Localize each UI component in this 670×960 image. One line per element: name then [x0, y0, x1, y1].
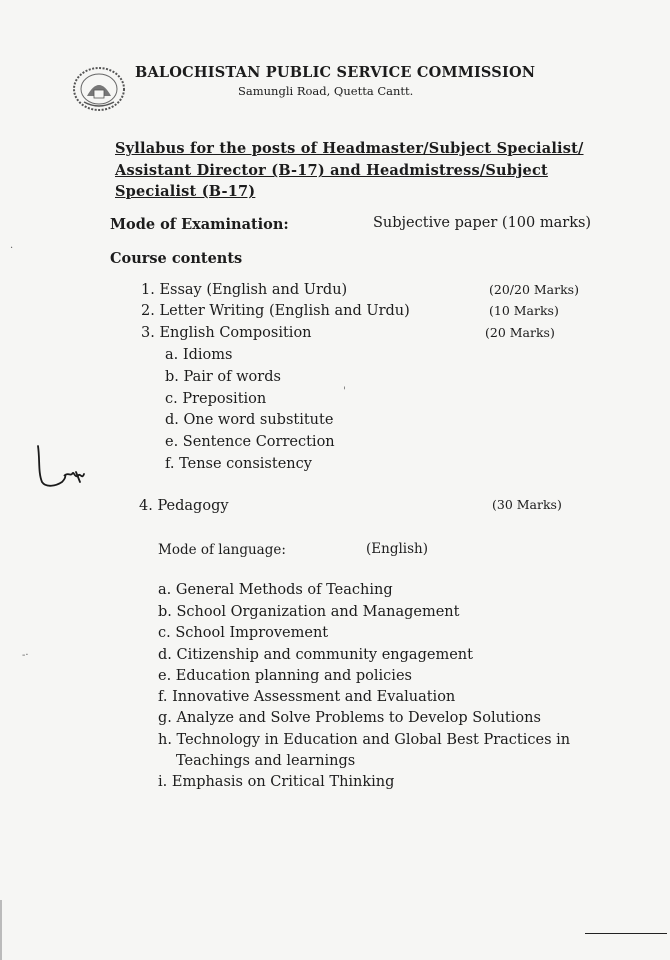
language-mode-label: Mode of language: [158, 542, 286, 558]
course-item-pedagogy-marks: (30 Marks) [492, 497, 562, 512]
handwritten-signature-icon [32, 442, 96, 494]
footer-rule [585, 933, 667, 934]
course-item-letter-writing: 2. Letter Writing (English and Urdu) [141, 303, 410, 319]
scan-speck: ' [343, 386, 346, 397]
course-item-english-composition-marks: (20 Marks) [485, 325, 555, 340]
pedagogy-subitem-continuation: Teachings and learnings [176, 753, 356, 769]
composition-subitem: c. Preposition [165, 391, 267, 407]
composition-subitem: b. Pair of words [165, 369, 281, 385]
pedagogy-subitem: d. Citizenship and community engagement [158, 647, 473, 663]
pedagogy-subitem: b. School Organization and Management [158, 604, 460, 620]
syllabus-title-line-1: Syllabus for the posts of Headmaster/Subject Specialist/ [115, 140, 584, 157]
composition-subitem: f. Tense consistency [165, 456, 312, 472]
pedagogy-subitem: h. Technology in Education and Global Best Practices in [158, 732, 571, 748]
scan-speck: · [10, 243, 14, 254]
course-item-essay-marks: (20/20 Marks) [489, 282, 579, 297]
composition-subitem: e. Sentence Correction [165, 434, 335, 450]
syllabus-title-line-2: Assistant Director (B-17) and Headmistress/Subject [115, 162, 548, 179]
scan-speck: -· [22, 650, 29, 661]
language-mode-value: (English) [366, 541, 428, 557]
pedagogy-subitem: e. Education planning and policies [158, 668, 412, 684]
pedagogy-subitem: c. School Improvement [158, 625, 329, 641]
composition-subitem: a. Idioms [165, 347, 233, 363]
course-item-english-composition: 3. English Composition [141, 325, 312, 341]
exam-mode-label: Mode of Examination: [110, 216, 289, 233]
course-item-pedagogy: 4. Pedagogy [139, 498, 229, 514]
composition-subitem: d. One word substitute [165, 412, 334, 428]
exam-mode-value: Subjective paper (100 marks) [373, 215, 592, 231]
organization-name: BALOCHISTAN PUBLIC SERVICE COMMISSION [135, 64, 536, 81]
course-item-essay: 1. Essay (English and Urdu) [141, 282, 348, 298]
pedagogy-subitem: i. Emphasis on Critical Thinking [158, 774, 395, 790]
course-item-letter-writing-marks: (10 Marks) [489, 303, 559, 318]
commission-seal-icon [72, 66, 126, 112]
organization-address: Samungli Road, Quetta Cantt. [238, 84, 414, 98]
syllabus-title-line-3: Specialist (B-17) [115, 183, 256, 200]
pedagogy-subitem: a. General Methods of Teaching [158, 582, 393, 598]
pedagogy-subitem: f. Innovative Assessment and Evaluation [158, 689, 456, 705]
course-contents-heading: Course contents [110, 250, 243, 267]
pedagogy-subitem: g. Analyze and Solve Problems to Develop Solutions [158, 710, 541, 726]
page-edge-shadow [0, 900, 2, 960]
